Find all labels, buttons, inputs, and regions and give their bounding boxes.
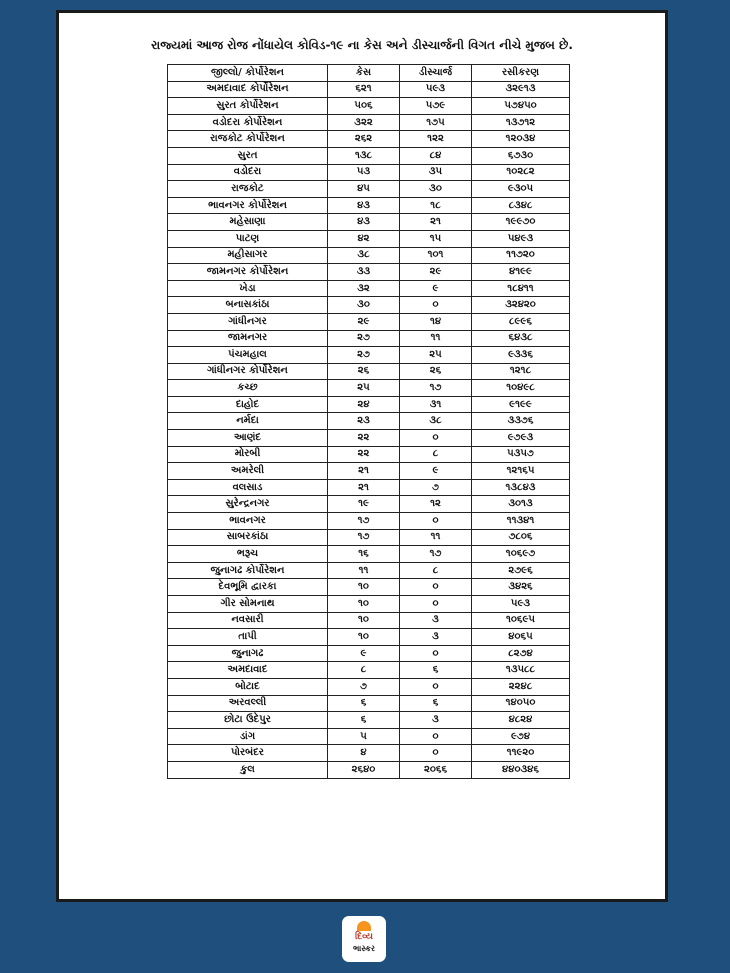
district-cell: પંચમહાલ [168,347,328,364]
table-row [168,147,570,164]
document-sheet [56,10,668,902]
cases-cell: ૯ [328,645,400,662]
cases-cell: ૪૨ [328,230,400,247]
cases-cell: ૧૦ [328,579,400,596]
discharge-cell: ૫૭૯ [400,98,472,115]
discharge-cell: ૧૭૫ [400,114,472,131]
discharge-cell: ૨૬ [400,363,472,380]
cases-cell: ૩૨ [328,280,400,297]
table-row [168,181,570,198]
district-cell: દાહોદ [168,396,328,413]
table-row [168,380,570,397]
cases-cell: ૫ [328,728,400,745]
vaccination-cell: ૧૦૨૮૨ [472,164,570,181]
table-row [168,313,570,330]
discharge-cell: ૦ [400,745,472,762]
cases-cell: ૧૦ [328,612,400,629]
table-row [168,396,570,413]
district-cell: અમદાવાદ કોર્પોરેશન [168,81,328,98]
district-cell: પાટણ [168,230,328,247]
cases-cell: ૬ [328,712,400,729]
vaccination-cell: ૪૧૯૯ [472,264,570,281]
district-cell: જુનાગઢ [168,645,328,662]
district-cell: જામનગર કોર્પોરેશન [168,264,328,281]
vaccination-cell: ૧૨૧૬૫ [472,463,570,480]
table-row [168,479,570,496]
vaccination-cell: ૧૮૪૧૧ [472,280,570,297]
district-cell: ગાંધીનગર કોર્પોરેશન [168,363,328,380]
table-header-row [168,65,570,82]
discharge-cell: ૨૯ [400,264,472,281]
cases-cell: ૩૦ [328,297,400,314]
discharge-cell: ૧૭ [400,380,472,397]
table-row [168,347,570,364]
cases-cell: ૫૩ [328,164,400,181]
table-row [168,98,570,115]
cases-cell: ૩૩ [328,264,400,281]
cases-cell: ૧૦ [328,629,400,646]
table-row [168,214,570,231]
discharge-cell: ૧૨ [400,496,472,513]
discharge-cell: ૧૫ [400,230,472,247]
table-body [168,81,570,778]
district-cell: જામનગર [168,330,328,347]
table-row [168,164,570,181]
discharge-cell: ૧૭ [400,546,472,563]
table-row [168,745,570,762]
cases-cell: ૨૨ [328,430,400,447]
total-row [168,761,570,778]
vaccination-cell: ૧૧૯૨૦ [472,745,570,762]
vaccination-cell: ૮૩૪૮ [472,197,570,214]
table-row [168,446,570,463]
column-header: રસીકરણ [472,65,570,82]
vaccination-cell: ૧૨૧૮ [472,363,570,380]
district-cell: મહીસાગર [168,247,328,264]
district-cell: કચ્છ [168,380,328,397]
cases-cell: ૨૧ [328,479,400,496]
vaccination-cell: ૩૨૪૨૦ [472,297,570,314]
table-row [168,629,570,646]
cases-cell: ૧૧ [328,562,400,579]
discharge-cell: ૮ [400,562,472,579]
vaccination-cell: ૧૯૯૭૦ [472,214,570,231]
discharge-cell: ૯ [400,280,472,297]
cases-cell: ૪ [328,745,400,762]
table-row [168,546,570,563]
district-cell: ગીર સોમનાથ [168,596,328,613]
vaccination-cell: ૮૯૯૬ [472,313,570,330]
table-row [168,596,570,613]
cases-cell: ૭ [328,678,400,695]
vaccination-cell: ૫૯૩ [472,596,570,613]
cases-cell: ૨૨ [328,446,400,463]
vaccination-cell: ૪૦૬૫ [472,629,570,646]
district-cell: સુરત [168,147,328,164]
cases-cell: ૪૩ [328,214,400,231]
table-row [168,695,570,712]
cases-cell: ૫૦૬ [328,98,400,115]
page-title: રાજ્યમાં આજ રોજ નોંધાયેલ કોવિડ-૧૯ ના કેસ અને ડીસ્ચાર્જની વિગત નીચે મુજબ છે. [151,38,573,52]
table-row [168,662,570,679]
discharge-cell: ૧૧ [400,330,472,347]
discharge-cell: ૩૮ [400,413,472,430]
district-cell: મોરબી [168,446,328,463]
vaccination-cell: ૧૩૭૧૨ [472,114,570,131]
district-cell: રાજકોટ [168,181,328,198]
table-header [168,65,570,82]
discharge-cell: ૫૯૩ [400,81,472,98]
column-header: ડીસ્ચાર્જ [400,65,472,82]
table-row [168,645,570,662]
cases-cell: ૧૭ [328,513,400,530]
vaccination-cell: ૫૪૯૩ [472,230,570,247]
district-cell: ભાવનગર કોર્પોરેશન [168,197,328,214]
district-cell: પોરબંદર [168,745,328,762]
district-cell: સુરત કોર્પોરેશન [168,98,328,115]
district-cell: મહેસાણા [168,214,328,231]
cases-cell: ૨૬૨ [328,131,400,148]
column-header: કેસ [328,65,400,82]
cases-cell: ૨૬ [328,363,400,380]
cases-cell: ૪૩ [328,197,400,214]
cases-cell: ૩૮ [328,247,400,264]
vaccination-cell: ૫૩૫૭ [472,446,570,463]
column-header: જીલ્લો/ કોર્પોરેશન [168,65,328,82]
table-row [168,230,570,247]
district-cell: ગાંધીનગર [168,313,328,330]
table-row [168,264,570,281]
cases-cell: ૨૪ [328,396,400,413]
vaccination-cell: ૭૮૦૬ [472,529,570,546]
cases-cell: ૧૩૮ [328,147,400,164]
district-cell: આણંદ [168,430,328,447]
table-row [168,579,570,596]
vaccination-cell: ૧૧૭૨૦ [472,247,570,264]
district-cell: અરવલ્લી [168,695,328,712]
table-row [168,513,570,530]
discharge-cell: ૩ [400,712,472,729]
discharge-cell: ૮ [400,446,472,463]
cases-cell: ૨૧ [328,463,400,480]
cases-cell: ૨૩ [328,413,400,430]
district-cell: બોટાદ [168,678,328,695]
discharge-cell: ૭ [400,479,472,496]
discharge-cell: ૧૧ [400,529,472,546]
district-cell: બનાસકાંઠા [168,297,328,314]
discharge-cell: ૦ [400,728,472,745]
district-cell: છોટા ઉદેપુર [168,712,328,729]
cases-cell: ૬૨૧ [328,81,400,98]
table-row [168,712,570,729]
cases-cell: ૪૫ [328,181,400,198]
vaccination-cell: ૬૪૩૮ [472,330,570,347]
cases-cell: ૨૫ [328,380,400,397]
vaccination-cell: ૯૭૪ [472,728,570,745]
district-cell: જુનાગઢ કોર્પોરેશન [168,562,328,579]
district-cell: સુરેન્દ્રનગર [168,496,328,513]
vaccination-cell: ૯૭૯૩ [472,430,570,447]
district-cell: વડોદરા કોર્પોરેશન [168,114,328,131]
table-row [168,114,570,131]
district-cell: કુલ [168,761,328,778]
cases-cell: ૧૦ [328,596,400,613]
discharge-cell: ૧૮ [400,197,472,214]
vaccination-cell: ૧૨૦૩૪ [472,131,570,148]
table-row [168,247,570,264]
vaccination-cell: ૬૭૩૦ [472,147,570,164]
discharge-cell: ૩૫ [400,164,472,181]
logo-line-2: ભાસ્કર [352,944,376,953]
discharge-cell: ૮૪ [400,147,472,164]
district-cell: વડોદરા [168,164,328,181]
vaccination-cell: ૨૨૪૮ [472,678,570,695]
discharge-cell: ૨૧ [400,214,472,231]
vaccination-cell: ૯૧૯૯ [472,396,570,413]
district-cell: ભરૂચ [168,546,328,563]
table-row [168,330,570,347]
discharge-cell: ૬ [400,695,472,712]
cases-cell: ૧૯ [328,496,400,513]
vaccination-cell: ૯૩૦૫ [472,181,570,198]
discharge-cell: ૧૪ [400,313,472,330]
district-cell: અમદાવાદ [168,662,328,679]
vaccination-cell: ૧૦૬૯૭ [472,546,570,563]
table-row [168,197,570,214]
district-cell: ડાંગ [168,728,328,745]
table-row [168,81,570,98]
discharge-cell: ૦ [400,579,472,596]
district-cell: તાપી [168,629,328,646]
discharge-cell: ૦ [400,513,472,530]
district-cell: અમરેલી [168,463,328,480]
district-cell: દેવભૂમિ દ્વારકા [168,579,328,596]
discharge-cell: ૦ [400,678,472,695]
district-cell: નવસારી [168,612,328,629]
discharge-cell: ૩ [400,612,472,629]
table-row [168,728,570,745]
vaccination-cell: ૯૩૩૬ [472,347,570,364]
cases-cell: ૩૨૨ [328,114,400,131]
vaccination-cell: ૫૭૪૫૦ [472,98,570,115]
district-cell: નર્મદા [168,413,328,430]
covid-table [167,64,570,779]
table-row [168,678,570,695]
divya-bhaskar-logo [342,916,386,962]
cases-cell: ૨૭ [328,330,400,347]
table-row [168,496,570,513]
vaccination-cell: ૧૦૬૯૫ [472,612,570,629]
cases-cell: ૮ [328,662,400,679]
discharge-cell: ૦ [400,297,472,314]
vaccination-cell: ૪૮૨૪ [472,712,570,729]
district-cell: સાબરકાંઠા [168,529,328,546]
discharge-cell: ૦ [400,645,472,662]
discharge-cell: ૬ [400,662,472,679]
discharge-cell: ૩ [400,629,472,646]
table-row [168,297,570,314]
discharge-cell: ૦ [400,430,472,447]
table-row [168,363,570,380]
table-row [168,562,570,579]
discharge-cell: ૯ [400,463,472,480]
table-row [168,280,570,297]
cases-cell: ૧૬ [328,546,400,563]
discharge-cell: ૨૦૬૬ [400,761,472,778]
vaccination-cell: ૩૦૧૩ [472,496,570,513]
cases-cell: ૧૭ [328,529,400,546]
cases-cell: ૨૬૪૦ [328,761,400,778]
vaccination-cell: ૧૪૦૫૦ [472,695,570,712]
sun-icon [357,921,371,931]
discharge-cell: ૩૧ [400,396,472,413]
vaccination-cell: ૪૪૦૩૪૬ [472,761,570,778]
table-row [168,131,570,148]
logo-line-1: દિવ્ય [355,932,373,942]
table-row [168,413,570,430]
discharge-cell: ૦ [400,596,472,613]
table-row [168,529,570,546]
vaccination-cell: ૮૨૭૪ [472,645,570,662]
discharge-cell: ૧૦૧ [400,247,472,264]
district-cell: ભાવનગર [168,513,328,530]
table-row [168,463,570,480]
table-row [168,430,570,447]
cases-cell: ૬ [328,695,400,712]
table-row [168,612,570,629]
vaccination-cell: ૩૪૨૬ [472,579,570,596]
cases-cell: ૨૯ [328,313,400,330]
district-cell: વલસાડ [168,479,328,496]
discharge-cell: ૧૨૨ [400,131,472,148]
discharge-cell: ૨૫ [400,347,472,364]
vaccination-cell: ૩૨૯૧૩ [472,81,570,98]
vaccination-cell: ૧૧૩૪૧ [472,513,570,530]
vaccination-cell: ૩૩૭૬ [472,413,570,430]
vaccination-cell: ૧૦૪૯૮ [472,380,570,397]
vaccination-cell: ૧૩૮૪૩ [472,479,570,496]
vaccination-cell: ૧૩૫૮૮ [472,662,570,679]
discharge-cell: ૩૦ [400,181,472,198]
district-cell: ખેડા [168,280,328,297]
district-cell: રાજકોટ કોર્પોરેશન [168,131,328,148]
vaccination-cell: ૨૭૯૬ [472,562,570,579]
cases-cell: ૨૭ [328,347,400,364]
